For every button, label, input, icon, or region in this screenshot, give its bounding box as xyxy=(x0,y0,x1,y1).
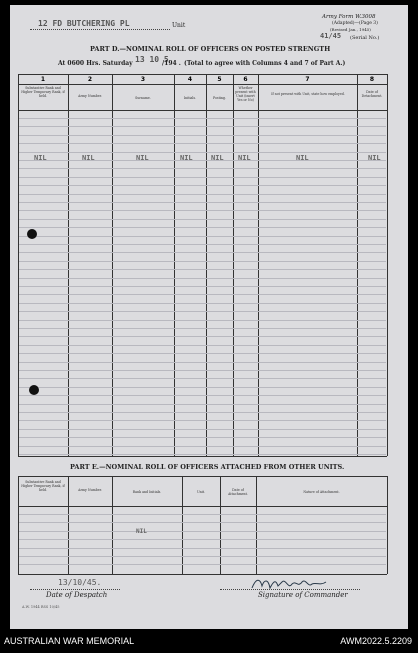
ruled-line xyxy=(19,160,386,161)
footer-accession-number: AWM2022.5.2209 xyxy=(340,636,412,646)
col-5-number: 5 xyxy=(217,76,222,83)
col-4-number: 4 xyxy=(187,76,193,83)
col-8-heading: Date of Detachment. xyxy=(361,90,383,98)
col-7-number: 7 xyxy=(305,76,310,83)
part-d-year-suffix: /194 . xyxy=(162,60,181,67)
part-e-col-5-heading: Date of Attachment. xyxy=(228,488,248,496)
revised-note: (Revised Jan., 1945) xyxy=(330,27,371,32)
punch-hole xyxy=(27,229,37,239)
unit-underline xyxy=(30,29,170,30)
part-e-nil: NIL xyxy=(136,528,147,535)
part-e-title: PART E.—NOMINAL ROLL OF OFFICERS ATTACHED FROM OTHER UNITS. xyxy=(70,463,345,471)
ruled-line xyxy=(19,152,386,153)
footer-institution: AUSTRALIAN WAR MEMORIAL xyxy=(4,636,135,646)
ruled-line xyxy=(19,446,386,447)
col-8-nil: NIL xyxy=(368,154,381,162)
ruled-line xyxy=(19,437,386,438)
adapted-note: (Adapted)—(Page 3) xyxy=(332,21,378,26)
ruled-line xyxy=(19,404,386,405)
despatch-label: Date of Despatch xyxy=(46,591,108,599)
col-6-heading: Whether present with Unit (insert Yes or No) xyxy=(235,86,256,102)
ruled-line xyxy=(19,202,386,203)
ruled-line xyxy=(19,548,386,549)
ruled-line xyxy=(19,135,386,136)
ruled-line xyxy=(19,362,386,363)
army-form-number: Army Form W.3008 xyxy=(322,14,376,20)
despatch-date: 13/10/45. xyxy=(58,578,102,587)
ruled-line xyxy=(19,126,386,127)
ruled-line xyxy=(19,531,386,532)
col-8-number: 8 xyxy=(369,76,375,83)
ruled-line xyxy=(19,252,386,253)
ruled-line xyxy=(19,539,386,540)
ruled-line xyxy=(19,303,386,304)
col-6-number: 6 xyxy=(243,76,248,83)
ruled-line xyxy=(19,236,386,237)
ruled-line xyxy=(19,143,386,144)
part-e-col-2-heading: Army Number. xyxy=(78,488,102,492)
despatch-underline xyxy=(30,589,120,590)
punch-hole xyxy=(29,385,39,395)
ruled-line xyxy=(19,185,386,186)
ruled-line xyxy=(19,429,386,430)
part-e-col-6-heading: Nature of Attachment. xyxy=(303,490,340,494)
ruled-line xyxy=(19,219,386,220)
serial-label: (Serial No.) xyxy=(350,35,380,41)
col-5-nil: NIL xyxy=(211,154,224,162)
part-d-time-prefix: At 0600 Hrs. Saturday xyxy=(58,60,133,67)
ruled-line xyxy=(19,345,386,346)
ruled-line xyxy=(19,412,386,413)
col-7-heading: If not present with Unit, state how employed. xyxy=(271,92,345,96)
col-5-heading: Posting. xyxy=(213,96,226,100)
part-d-title: PART D.—NOMINAL ROLL OF OFFICERS ON POSTED STRENGTH xyxy=(90,45,331,53)
ruled-line xyxy=(19,294,386,295)
ruled-line xyxy=(19,420,386,421)
ruled-line xyxy=(19,556,386,557)
ruled-line xyxy=(19,454,386,455)
part-e-col-3-heading: Rank and Initials. xyxy=(132,490,162,494)
col-2-nil: NIL xyxy=(82,154,95,162)
ruled-line xyxy=(19,336,386,337)
ruled-line xyxy=(19,370,386,371)
ruled-line xyxy=(19,514,386,515)
ruled-line xyxy=(19,353,386,354)
col-3-number: 3 xyxy=(140,76,146,83)
ruled-line xyxy=(19,194,386,195)
col-6-nil: NIL xyxy=(238,154,251,162)
ruled-line xyxy=(19,244,386,245)
ruled-line xyxy=(19,278,386,279)
ruled-line xyxy=(19,227,386,228)
ruled-line xyxy=(19,210,386,211)
part-e-col-4-heading: Unit. xyxy=(196,490,206,494)
signature-label: Signature of Commander xyxy=(258,591,348,599)
col-3-heading: Surname. xyxy=(135,96,151,100)
serial-number: 41/45 xyxy=(320,32,342,40)
col-4-heading: Initials. xyxy=(183,96,197,100)
ruled-line xyxy=(19,522,386,523)
col-3-nil: NIL xyxy=(136,154,149,162)
ruled-line xyxy=(19,118,386,119)
ruled-line xyxy=(19,320,386,321)
col-2-heading: Army Number. xyxy=(78,94,102,98)
col-1-nil: NIL xyxy=(34,154,47,162)
unit-label: Unit xyxy=(172,22,186,29)
ruled-line xyxy=(19,395,386,396)
print-code: A.W. 1944 RSS 10/45 xyxy=(22,605,60,609)
ruled-line xyxy=(19,328,386,329)
col-1-number: 1 xyxy=(40,76,46,83)
col-4-nil: NIL xyxy=(180,154,193,162)
ruled-line xyxy=(19,311,386,312)
signature-underline xyxy=(220,589,360,590)
col-2-number: 2 xyxy=(87,76,93,83)
ruled-line xyxy=(19,261,386,262)
part-d-date-stamp: 13 10 5 xyxy=(135,55,169,64)
ruled-line xyxy=(19,387,386,388)
col-1-heading: Substantive Rank and Higher Temporary Rank, if held. xyxy=(21,86,65,98)
unit-stamp: 12 FD BUTCHERING PL xyxy=(38,19,130,28)
ruled-line xyxy=(19,564,386,565)
part-d-total-note: (Total to agree with Columns 4 and 7 of Part A.) xyxy=(184,60,346,67)
part-e-col-1-heading: Substantive Rank and Higher Temporary Rank, if held. xyxy=(21,480,65,492)
ruled-line xyxy=(19,378,386,379)
col-7-nil: NIL xyxy=(296,154,309,162)
ruled-line xyxy=(19,269,386,270)
ruled-line xyxy=(19,286,386,287)
ruled-line xyxy=(19,168,386,169)
ruled-line xyxy=(19,177,386,178)
